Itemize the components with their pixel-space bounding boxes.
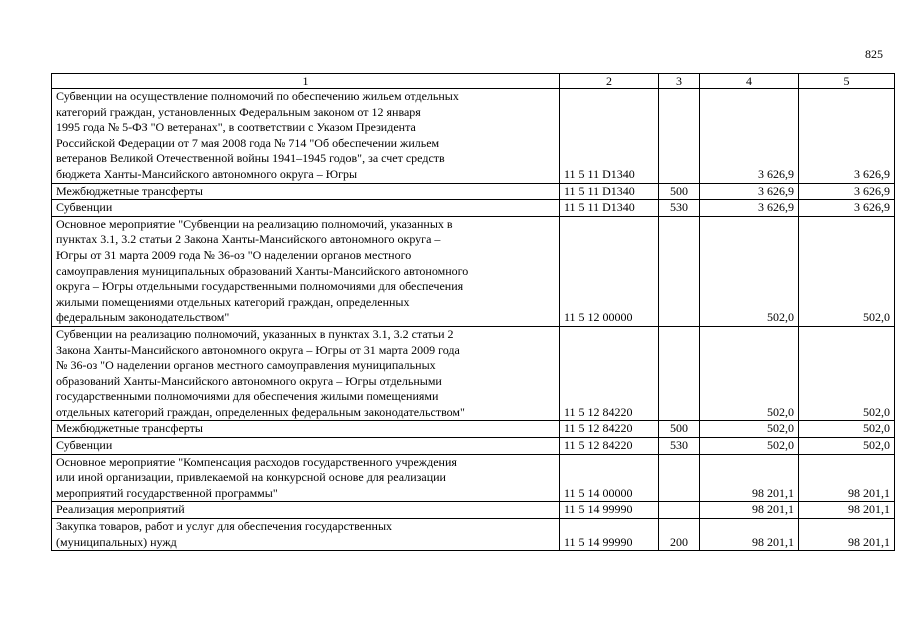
header-col-1: 1 [52, 74, 560, 89]
row-description: Реализация мероприятий [52, 502, 560, 519]
header-col-2: 2 [560, 74, 659, 89]
row-amount-col5: 98 201,1 [799, 454, 895, 502]
row-amount-col5: 502,0 [799, 326, 895, 421]
row-code: 11 5 14 99990 [560, 502, 659, 519]
table-row [52, 89, 895, 184]
row-description: Субвенции [52, 438, 560, 455]
row-description: Основное мероприятие "Субвенции на реализацию полномочий, указанных в пунктах 3.1, 3.2 статьи 2 Закона Ханты-Мансийского автономного округа – Югры от 31 марта 2009 года № 36-оз "О наделении органов местного самоуправления муниципальных образований Ханты-Мансийского автономного округа – Югры отдельными государственными полномочиями для обеспечения жилыми помещениями отдельных категорий граждан, определенных федеральным законодательством" [52, 216, 560, 326]
row-amount-col4: 502,0 [700, 216, 799, 326]
row-description: Закупка товаров, работ и услуг для обеспечения государственных (муниципальных) нужд [52, 519, 560, 551]
row-code: 11 5 11 D1340 [560, 89, 659, 184]
header-col-4: 4 [700, 74, 799, 89]
row-expense-type [659, 326, 700, 421]
row-code: 11 5 12 84220 [560, 438, 659, 455]
row-code: 11 5 14 99990 [560, 519, 659, 551]
table-row [52, 200, 895, 217]
row-amount-col5: 98 201,1 [799, 519, 895, 551]
row-amount-col4: 3 626,9 [700, 183, 799, 200]
row-expense-type: 530 [659, 200, 700, 217]
row-code: 11 5 12 00000 [560, 216, 659, 326]
header-col-5: 5 [799, 74, 895, 89]
row-amount-col4: 3 626,9 [700, 200, 799, 217]
table-row [52, 519, 895, 551]
row-amount-col5: 502,0 [799, 421, 895, 438]
row-amount-col5: 3 626,9 [799, 183, 895, 200]
row-amount-col4: 502,0 [700, 326, 799, 421]
row-amount-col4: 98 201,1 [700, 454, 799, 502]
row-expense-type: 530 [659, 438, 700, 455]
row-expense-type [659, 502, 700, 519]
row-code: 11 5 11 D1340 [560, 183, 659, 200]
row-description: Субвенции на реализацию полномочий, указанных в пунктах 3.1, 3.2 статьи 2 Закона Ханты-Мансийского автономного округа – Югры от 31 марта 2009 года № 36-оз "О наделении органов местного самоуправления муниципальных образований Ханты-Мансийского автономного округа – Югры отдельными государственными полномочиями для обеспечения жилыми помещениями отдельных категорий граждан, определенных федеральным законодательством" [52, 326, 560, 421]
row-code: 11 5 12 84220 [560, 326, 659, 421]
row-amount-col4: 98 201,1 [700, 519, 799, 551]
table-row [52, 438, 895, 455]
row-code: 11 5 11 D1340 [560, 200, 659, 217]
table-row [52, 454, 895, 502]
row-amount-col4: 3 626,9 [700, 89, 799, 184]
row-expense-type [659, 454, 700, 502]
row-amount-col5: 3 626,9 [799, 89, 895, 184]
table-row [52, 326, 895, 421]
budget-table [51, 73, 895, 551]
row-expense-type: 500 [659, 421, 700, 438]
row-amount-col5: 3 626,9 [799, 200, 895, 217]
row-code: 11 5 12 84220 [560, 421, 659, 438]
page-number: 825 [865, 47, 883, 61]
row-amount-col5: 502,0 [799, 438, 895, 455]
row-amount-col4: 98 201,1 [700, 502, 799, 519]
row-amount-col4: 502,0 [700, 421, 799, 438]
table-row [52, 216, 895, 326]
table-row [52, 421, 895, 438]
row-amount-col5: 502,0 [799, 216, 895, 326]
row-expense-type [659, 89, 700, 184]
table-row [52, 183, 895, 200]
row-description: Основное мероприятие "Компенсация расходов государственного учреждения или иной организации, привлекаемой на конкурсной основе для реализации мероприятий государственной программы" [52, 454, 560, 502]
table-row [52, 502, 895, 519]
row-description: Межбюджетные трансферты [52, 183, 560, 200]
row-expense-type: 500 [659, 183, 700, 200]
row-amount-col4: 502,0 [700, 438, 799, 455]
row-description: Межбюджетные трансферты [52, 421, 560, 438]
row-description: Субвенции на осуществление полномочий по обеспечению жильем отдельных категорий граждан, установленных Федеральным законом от 12 января 1995 года № 5-ФЗ "О ветеранах", в соответствии с Указом Президента Российской Федерации от 7 мая 2008 года № 714 "Об обеспечении жильем ветеранов Великой Отечественной войны 1941–1945 годов", за счет средств бюджета Ханты-Мансийского автономного округа – Югры [52, 89, 560, 184]
row-description: Субвенции [52, 200, 560, 217]
row-code: 11 5 14 00000 [560, 454, 659, 502]
row-expense-type: 200 [659, 519, 700, 551]
row-amount-col5: 98 201,1 [799, 502, 895, 519]
header-col-3: 3 [659, 74, 700, 89]
table-header-row [52, 74, 895, 89]
row-expense-type [659, 216, 700, 326]
